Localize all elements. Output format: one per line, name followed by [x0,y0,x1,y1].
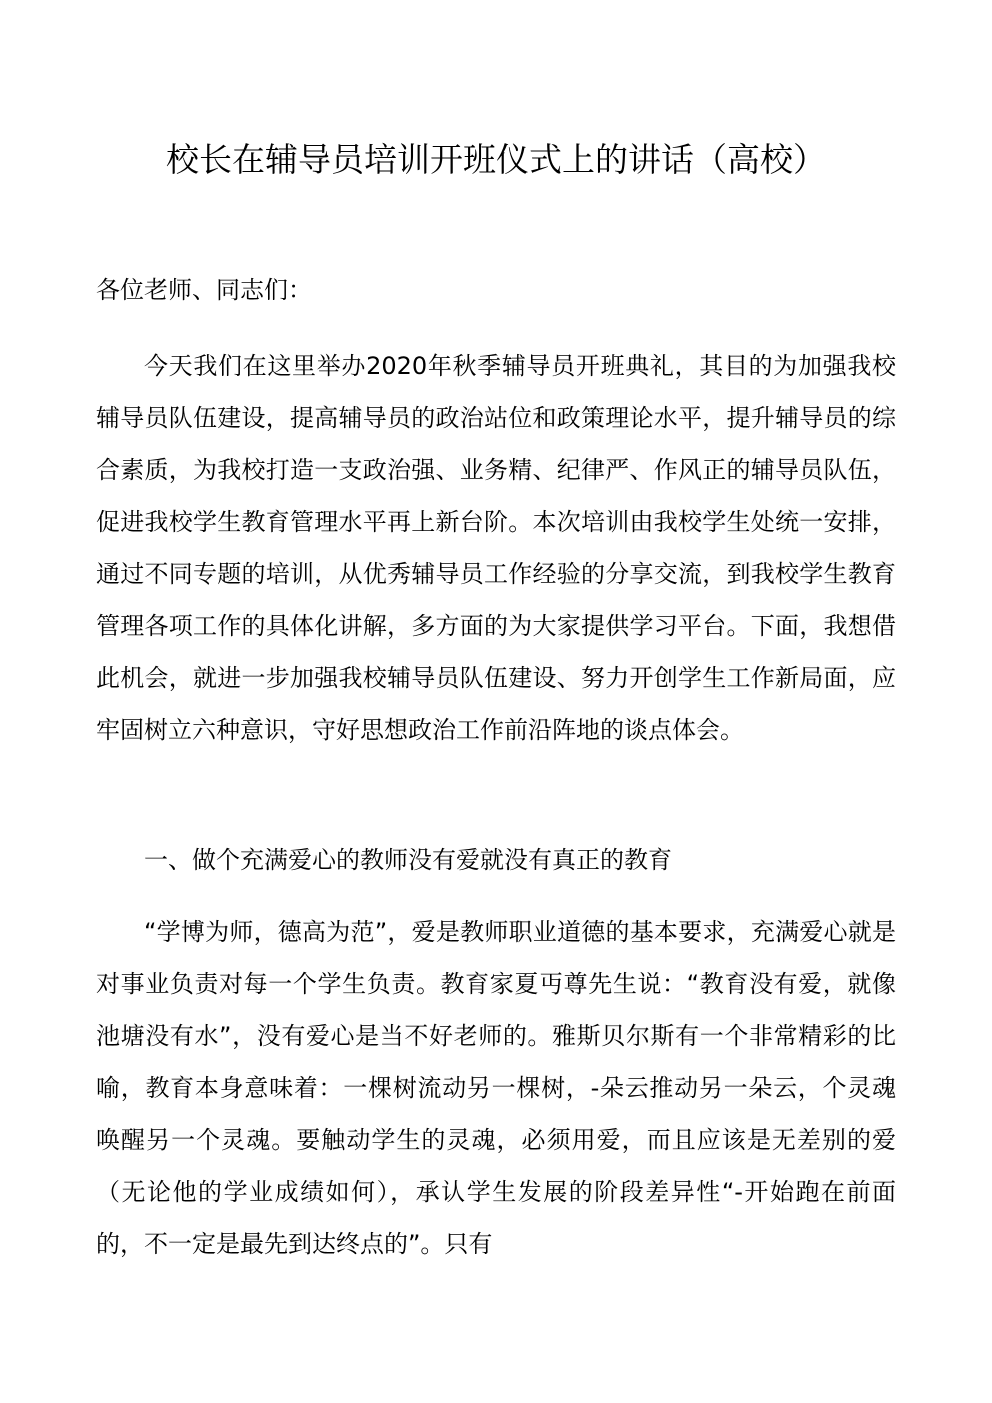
body-paragraph-intro: 今天我们在这里举办2020年秋季辅导员开班典礼，其目的为加强我校辅导员队伍建设，提高辅导员的政治站位和政策理论水平，提升辅导员的综合素质，为我校打造一支政治强、业务精、纪律严、作风正的辅导员队伍，促进我校学生教育管理水平再上新台阶。本次培训由我校学生处统一安排，通过不同专题的培训，从优秀辅导员工作经验的分享交流，到我校学生教育管理各项工作的具体化讲解，多方面的为大家提供学习平台。下面，我想借此机会，就进一步加强我校辅导员队伍建设、努力开创学生工作新局面，应牢固树立六种意识，守好思想政治工作前沿阵地的谈点体会。 [96,352,896,744]
body-paragraph-love: “学博为师，德高为范”，爱是教师职业道德的基本要求，充满爱心就是对事业负责对每一个学生负责。教育家夏丏尊先生说：“教育没有爱，就像池塘没有水”，没有爱心是当不好老师的。雅斯贝尔斯有一个非常精彩的比喻，教育本身意味着：一棵树流动另一棵树，-朵云推动另一朵云，个灵魂唤醒另一个灵魂。要触动学生的灵魂，必须用爱，而且应该是无差别的爱（无论他的学业成绩如何），承认学生发展的阶段差异性“-开始跑在前面的，不一定是最先到达终点的”。只有 [96,918,896,1258]
document-title: 校长在辅导员培训开班仪式上的讲话（高校） [166,140,826,179]
section-heading: 一、做个充满爱心的教师没有爱就没有真正的教育 [144,846,672,874]
salutation: 各位老师、同志们： [96,276,312,304]
